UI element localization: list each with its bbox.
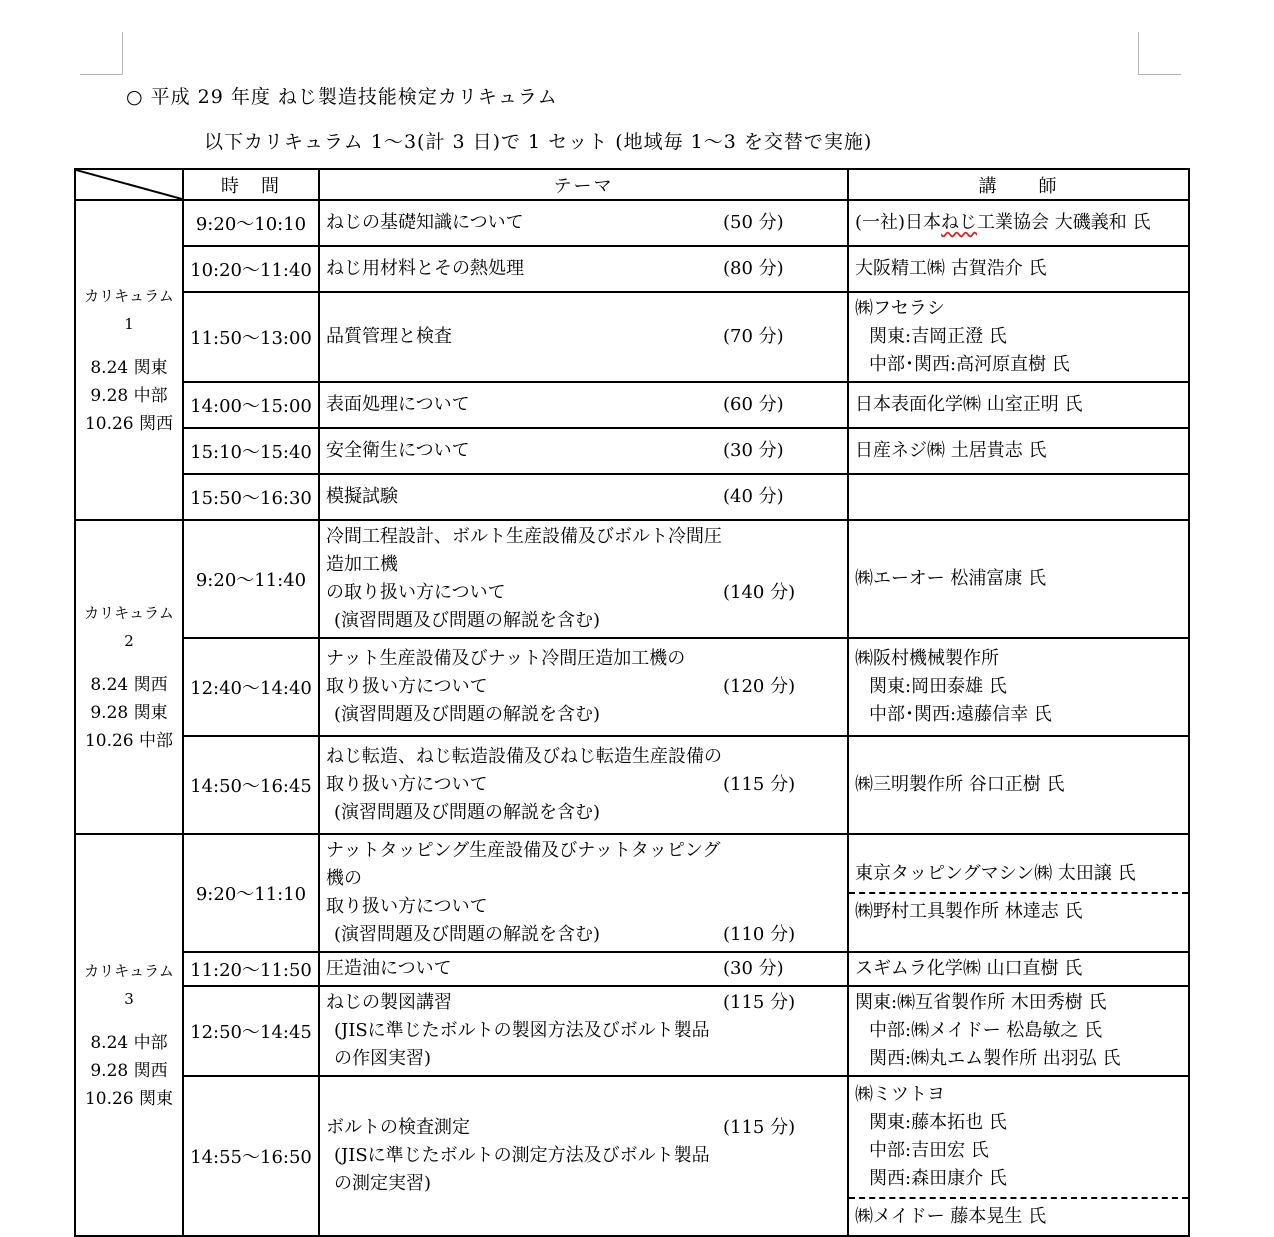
instructor-sub: 関西:㈱丸エム製作所 出羽弘 氏 xyxy=(869,1048,1121,1069)
instructor-name: ㈱フセラシ xyxy=(855,298,945,319)
time-cell: 9:20～11:10 xyxy=(183,834,319,952)
duration: (30 分) xyxy=(723,958,784,979)
theme-line xyxy=(326,893,841,921)
duration xyxy=(723,743,841,771)
theme-line xyxy=(326,437,841,465)
schedule-date: 10.26 中部 xyxy=(84,731,174,751)
duration xyxy=(723,1017,841,1073)
table-row xyxy=(75,292,1189,382)
time-cell: 14:55～16:50 xyxy=(183,1076,319,1236)
instructor-sub: 中部:吉田宏 氏 xyxy=(869,1140,989,1161)
instructor-name: ㈱野村工具製作所 林達志 氏 xyxy=(855,901,1083,922)
instructor-sub: 中部:㈱メイドー 松島敏之 氏 xyxy=(869,1020,1103,1041)
duration xyxy=(723,1142,841,1198)
table-row xyxy=(75,474,1189,520)
table-row xyxy=(75,200,1189,246)
theme-cell xyxy=(319,1076,848,1236)
duration: (50 分) xyxy=(723,212,784,233)
theme-cell xyxy=(319,428,848,474)
duration: (140 分) xyxy=(723,582,796,603)
theme-note-line xyxy=(326,701,841,729)
theme-text: 圧造油について xyxy=(326,958,452,979)
instructor-name: ㈱エーオー 松浦富康 氏 xyxy=(855,568,1047,589)
theme-line xyxy=(326,837,841,893)
instructor-sub: 関東:吉岡正澄 氏 xyxy=(869,326,1007,347)
theme-text: ナット生産設備及びナット冷間圧造加工機の xyxy=(326,648,686,669)
theme-line xyxy=(326,483,841,511)
table-row xyxy=(75,834,1189,952)
instructor-part xyxy=(849,1197,1188,1235)
time-cell: 14:50～16:45 xyxy=(183,736,319,834)
instructor-name: 東京タッピングマシン㈱ 太田譲 氏 xyxy=(855,863,1136,884)
theme-line xyxy=(326,645,841,673)
schedule-date: 9.28 関東 xyxy=(90,703,168,723)
time-cell: 10:20～11:40 xyxy=(183,246,319,292)
theme-line xyxy=(326,743,841,771)
theme-line xyxy=(326,391,841,419)
table-row xyxy=(75,428,1189,474)
theme-note: (演習問題及び問題の解説を含む) xyxy=(334,610,601,631)
header-theme: テーマ xyxy=(319,169,848,200)
theme-line xyxy=(326,523,841,579)
theme-line xyxy=(326,771,841,799)
instructor-name: (一社)日本ねじ工業協会 大磯義和 氏 xyxy=(855,212,1151,233)
table-row xyxy=(75,638,1189,736)
theme-note-line xyxy=(326,607,841,635)
theme-note: (JISに準じたボルトの製図方法及びボルト製品の作図実習) xyxy=(334,1020,710,1069)
instructor-part xyxy=(849,1077,1188,1197)
duration: (80 分) xyxy=(723,258,784,279)
duration: (110 分) xyxy=(723,924,796,945)
spellcheck-word: ねじ xyxy=(941,212,978,233)
curriculum-group-cell xyxy=(75,834,183,1236)
theme-text: 取り扱い方について xyxy=(326,896,488,917)
duration xyxy=(723,701,841,729)
duration xyxy=(723,799,841,827)
time-cell: 12:50～14:45 xyxy=(183,986,319,1076)
document-title: ○ 平成 29 年度 ねじ製造技能検定カリキュラム xyxy=(126,86,558,108)
theme-text: 品質管理と検査 xyxy=(326,326,452,347)
instructor-cell xyxy=(848,292,1189,382)
instructor-name: 日産ネジ㈱ 土居貴志 氏 xyxy=(855,440,1047,461)
table-row xyxy=(75,382,1189,428)
schedule-date: 8.24 関西 xyxy=(90,675,168,695)
theme-text: ねじ転造、ねじ転造設備及びねじ転造生産設備の xyxy=(326,746,722,767)
instructor-name: ㈱メイドー 藤本晃生 氏 xyxy=(855,1206,1047,1227)
theme-cell xyxy=(319,292,848,382)
time-cell: 12:40～14:40 xyxy=(183,638,319,736)
schedule-date: 9.28 関西 xyxy=(90,1061,168,1081)
theme-cell xyxy=(319,382,848,428)
duration: (115 分) xyxy=(723,774,796,795)
instructor-sub: 関西:森田康介 氏 xyxy=(869,1168,1007,1189)
time-cell: 9:20～10:10 xyxy=(183,200,319,246)
theme-text: ねじ用材料とその熱処理 xyxy=(326,258,524,279)
theme-line xyxy=(326,579,841,607)
theme-text: の取り扱い方について xyxy=(326,582,506,603)
theme-line xyxy=(326,673,841,701)
theme-cell xyxy=(319,520,848,638)
time-cell: 9:20～11:40 xyxy=(183,520,319,638)
theme-note-line xyxy=(326,1142,841,1198)
theme-line xyxy=(326,1114,841,1142)
duration: (115 分) xyxy=(723,992,796,1013)
page-corner-mark-top-right xyxy=(1138,32,1181,75)
duration xyxy=(723,523,841,579)
schedule-date: 8.24 関東 xyxy=(90,358,168,378)
time-cell: 11:20～11:50 xyxy=(183,952,319,986)
instructor-name: 関東:㈱互省製作所 木田秀樹 氏 xyxy=(855,992,1107,1013)
table-row xyxy=(75,1076,1189,1236)
theme-text: ねじの製図講習 xyxy=(326,992,452,1013)
theme-cell xyxy=(319,246,848,292)
theme-note: (JISに準じたボルトの測定方法及びボルト製品の測定実習) xyxy=(334,1145,710,1194)
instructor-cell xyxy=(848,246,1189,292)
theme-line xyxy=(326,955,841,983)
diagonal-line xyxy=(76,170,182,199)
instructor-cell xyxy=(848,638,1189,736)
theme-line xyxy=(326,989,841,1017)
time-cell: 15:50～16:30 xyxy=(183,474,319,520)
curriculum-name: カリキュラム 1 xyxy=(84,287,174,333)
theme-note-line xyxy=(326,921,841,949)
instructor-cell xyxy=(848,428,1189,474)
theme-text: 安全衛生について xyxy=(326,440,470,461)
theme-note-line xyxy=(326,1017,841,1073)
duration: (60 分) xyxy=(723,394,784,415)
instructor-name: ㈱三明製作所 谷口正樹 氏 xyxy=(855,774,1065,795)
table-row xyxy=(75,520,1189,638)
theme-cell xyxy=(319,638,848,736)
curriculum-table xyxy=(74,168,1190,1237)
table-row xyxy=(75,986,1189,1076)
time-cell: 11:50～13:00 xyxy=(183,292,319,382)
theme-cell xyxy=(319,834,848,952)
instructor-sub: 中部･関西:高河原直樹 氏 xyxy=(869,354,1070,375)
instructor-part xyxy=(849,856,1188,892)
curriculum-group-cell xyxy=(75,200,183,520)
instructor-sub: 関東:岡田泰雄 氏 xyxy=(869,676,1007,697)
theme-note: (演習問題及び問題の解説を含む) xyxy=(334,704,601,725)
header-instructor: 講 師 xyxy=(848,169,1189,200)
table-body xyxy=(75,169,1189,1236)
duration: (115 分) xyxy=(723,1117,796,1138)
duration xyxy=(723,607,841,635)
header-row xyxy=(75,169,1189,200)
theme-cell xyxy=(319,952,848,986)
instructor-cell xyxy=(848,200,1189,246)
theme-cell xyxy=(319,986,848,1076)
theme-text: 表面処理について xyxy=(326,394,470,415)
duration xyxy=(723,645,841,673)
page-corner-mark-top-left xyxy=(80,32,123,75)
theme-line xyxy=(326,255,841,283)
instructor-sub: 関東:藤本拓也 氏 xyxy=(869,1112,1007,1133)
instructor-name: ㈱ミツトヨ xyxy=(855,1084,945,1105)
time-cell: 15:10～15:40 xyxy=(183,428,319,474)
duration: (120 分) xyxy=(723,676,796,697)
duration xyxy=(723,893,841,921)
instructor-cell xyxy=(848,952,1189,986)
instructor-name: 日本表面化学㈱ 山室正明 氏 xyxy=(855,394,1083,415)
theme-note: (演習問題及び問題の解説を含む) xyxy=(334,802,601,823)
theme-cell xyxy=(319,200,848,246)
table-row xyxy=(75,952,1189,986)
curriculum-group-cell xyxy=(75,520,183,834)
theme-cell xyxy=(319,736,848,834)
duration: (70 分) xyxy=(723,326,784,347)
instructor-name: ㈱阪村機械製作所 xyxy=(855,648,999,669)
table-row xyxy=(75,246,1189,292)
instructor-cell xyxy=(848,474,1189,520)
schedule-date: 10.26 関西 xyxy=(84,414,174,434)
theme-line xyxy=(326,323,841,351)
duration: (40 分) xyxy=(723,486,784,507)
theme-text: 取り扱い方について xyxy=(326,676,488,697)
instructor-part xyxy=(849,892,1188,930)
duration xyxy=(723,837,841,893)
table-row xyxy=(75,736,1189,834)
theme-text: 模擬試験 xyxy=(326,486,398,507)
instructor-cell xyxy=(848,382,1189,428)
instructor-cell xyxy=(848,986,1189,1076)
theme-note: (演習問題及び問題の解説を含む) xyxy=(334,924,601,945)
instructor-cell xyxy=(848,736,1189,834)
theme-note-line xyxy=(326,799,841,827)
header-time: 時 間 xyxy=(183,169,319,200)
theme-line xyxy=(326,209,841,237)
header-diagonal-cell xyxy=(75,169,183,200)
curriculum-name: カリキュラム 3 xyxy=(84,962,174,1008)
instructor-cell xyxy=(848,1076,1189,1236)
instructor-sub: 中部･関西:遠藤信幸 氏 xyxy=(869,704,1052,725)
schedule-date: 8.24 中部 xyxy=(90,1033,168,1053)
theme-text: ボルトの検査測定 xyxy=(326,1117,470,1138)
schedule-date: 9.28 中部 xyxy=(90,386,168,406)
schedule-date: 10.26 関東 xyxy=(84,1089,174,1109)
theme-text: ナットタッピング生産設備及びナットタッピング機の xyxy=(326,840,721,889)
theme-text: 冷間工程設計、ボルト生産設備及びボルト冷間圧造加工機 xyxy=(326,526,722,575)
theme-text: ねじの基礎知識について xyxy=(326,212,524,233)
theme-text: 取り扱い方について xyxy=(326,774,488,795)
time-cell: 14:00～15:00 xyxy=(183,382,319,428)
instructor-cell xyxy=(848,834,1189,952)
instructor-cell xyxy=(848,520,1189,638)
instructor-name: 大阪精工㈱ 古賀浩介 氏 xyxy=(855,258,1047,279)
curriculum-name: カリキュラム 2 xyxy=(84,604,174,650)
instructor-name: スギムラ化学㈱ 山口直樹 氏 xyxy=(855,958,1083,979)
document-subtitle: 以下カリキュラム 1～3(計 3 日)で 1 セット (地域毎 1～3 を交替で実施) xyxy=(204,131,873,153)
duration: (30 分) xyxy=(723,440,784,461)
theme-cell xyxy=(319,474,848,520)
